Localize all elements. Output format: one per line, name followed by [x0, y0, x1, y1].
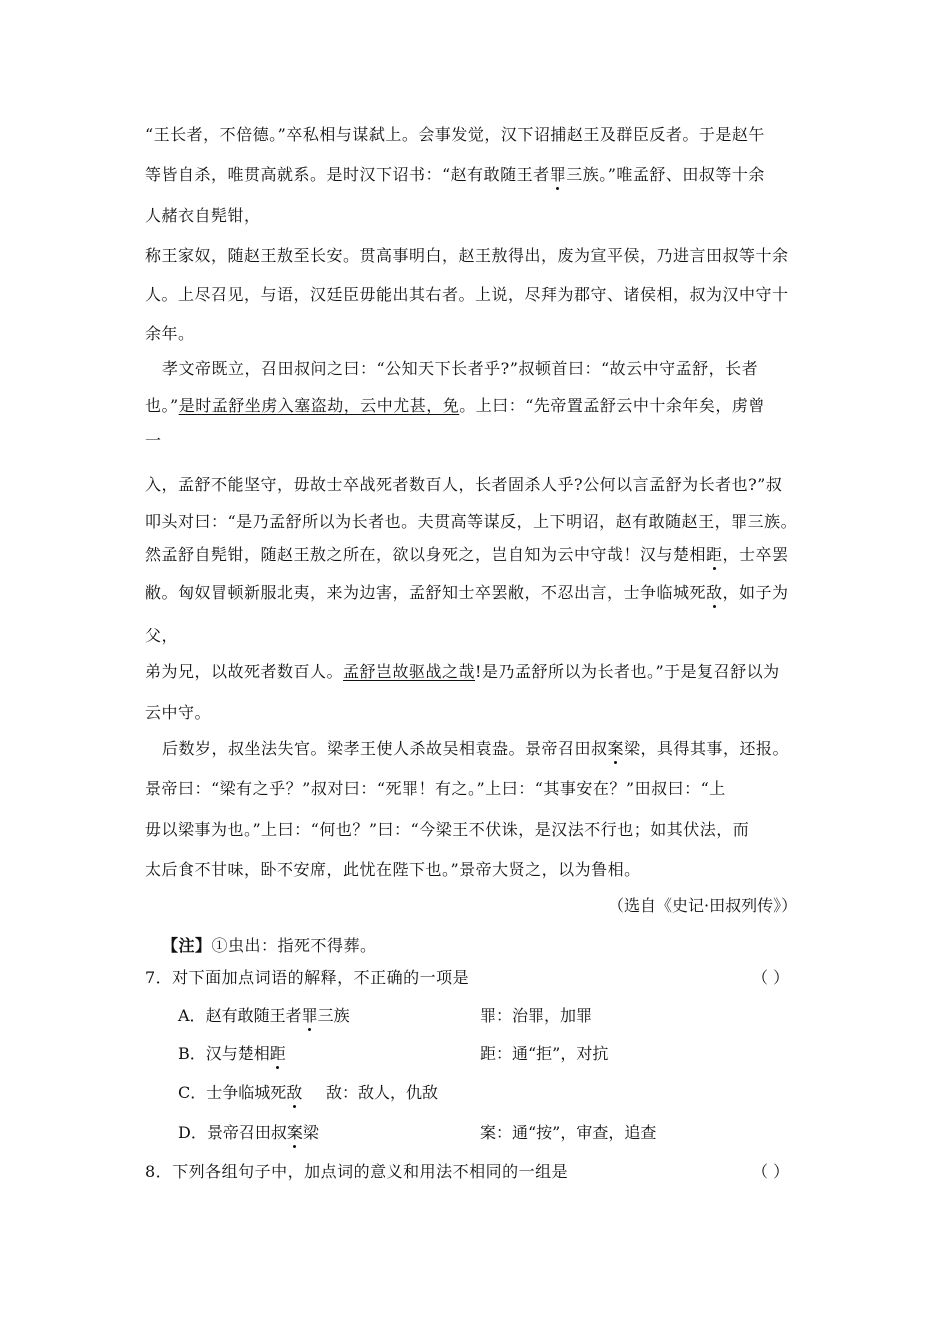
passage-line: 父，: [145, 626, 179, 645]
passage-line: 入，孟舒不能坚守，毋故士卒战死者数百人，长者固杀人乎?公何以言孟舒为长者也?”叔: [145, 475, 783, 494]
underlined-sentence: 是时孟舒坐虏入塞盗劫，云中尤甚，免: [178, 396, 460, 415]
question-7-stem: 7．对下面加点词语的解释，不正确的一项是: [145, 968, 470, 987]
dotted-word: 罪: [549, 165, 567, 184]
dotted-word: 罪: [301, 1006, 318, 1025]
option-a: A．赵有敢随王者罪三族: [178, 1006, 350, 1025]
passage-line: 一: [145, 431, 162, 450]
option-c-gloss: 敌：敌人，仇敌: [326, 1083, 439, 1102]
passage-line: 也。”是时孟舒坐虏入塞盗劫，云中尤甚，免。上曰：“先帝置孟舒云中十余年矣，虏曾: [145, 396, 765, 415]
option-b: B．汉与楚相距: [178, 1044, 286, 1063]
dotted-word: 敌: [706, 583, 723, 602]
option-d: D．景帝召田叔案梁: [178, 1123, 319, 1142]
passage-line: 然孟舒自髡钳，随赵王敖之所在，欲以身死之，岂自知为云中守哉！汉与楚相距，士卒罢: [145, 545, 789, 564]
option-b-gloss: 距：通“拒”，对抗: [480, 1044, 609, 1063]
passage-line: 人。上尽召见，与语，汉廷臣毋能出其右者。上说，尽拜为郡守、诸侯相，叔为汉中守十: [145, 285, 789, 304]
passage-line: 孝文帝既立，召田叔问之曰：“公知天下长者乎?”叔顿首曰：“故云中守孟舒，长者: [162, 359, 759, 378]
passage-line: 敝。匈奴冒顿新服北夷，来为边害，孟舒知士卒罢敝，不忍出言，士争临城死敌，如子为: [145, 583, 789, 602]
option-a-gloss: 罪：治罪，加罪: [480, 1006, 593, 1025]
passage-line: 毋以梁事为也。”上曰：“何也？”曰：“今梁王不伏诛，是汉法不行也；如其伏法，而: [145, 820, 750, 839]
passage-line: 太后食不甘味，卧不安席，此忧在陛下也。”景帝大贤之，以为鲁相。: [145, 860, 641, 879]
dotted-word: 敌: [286, 1083, 303, 1102]
dotted-word: 案: [286, 1123, 303, 1142]
passage-line: 弟为兄，以故死者数百人。孟舒岂故驱战之哉!是乃孟舒所以为长者也。”于是复召舒以为: [145, 662, 780, 681]
footnote: 【注】①虫出：指死不得葬。: [162, 936, 377, 955]
passage-line: 后数岁，叔坐法失官。梁孝王使人杀故吴相袁盎。景帝召田叔案梁，具得其事，还报。: [162, 739, 790, 758]
passage-line: 称王家奴，随赵王敖至长安。贯高事明白，赵王敖得出，废为宣平侯，乃进言田叔等十余: [145, 246, 789, 265]
passage-line: 景帝曰：“梁有之乎？”叔对曰：“死罪！有之。”上曰：“其事安在？”田叔曰：“上: [145, 779, 726, 798]
footnote-tag: 【注】: [162, 936, 212, 955]
passage-line: 等皆自杀，唯贯高就系。是时汉下诏书：“赵有敢随王者罪三族。”唯孟舒、田叔等十余: [145, 165, 765, 184]
passage-line: 人赭衣自髡钳，: [145, 206, 261, 225]
passage-line: 叩头对曰：“是乃孟舒所以为长者也。夫贯高等谋反，上下明诏，赵有敢随赵王，罪三族。: [145, 512, 798, 531]
answer-bracket: （ ）: [752, 1162, 790, 1181]
dotted-word: 距: [269, 1044, 286, 1063]
dotted-word: 距: [706, 545, 723, 564]
option-c: C．士争临城死敌: [178, 1083, 303, 1102]
underlined-sentence: 孟舒岂故驱战之哉: [343, 662, 476, 681]
passage-line: “王长者，不倍德。”卒私相与谋弑上。会事发觉，汉下诏捕赵王及群臣反者。于是赵午: [145, 125, 765, 144]
option-d-gloss: 案：通“按”，审查，追查: [480, 1123, 657, 1142]
passage-line: 余年。: [145, 324, 195, 343]
passage-line: 云中守。: [145, 703, 212, 722]
answer-bracket: （ ）: [752, 968, 790, 987]
dotted-word: 案: [607, 739, 625, 758]
question-8-stem: 8．下列各组句子中，加点词的意义和用法不相同的一组是: [145, 1162, 569, 1181]
source-citation: （选自《史记·田叔列传》）: [608, 896, 798, 915]
